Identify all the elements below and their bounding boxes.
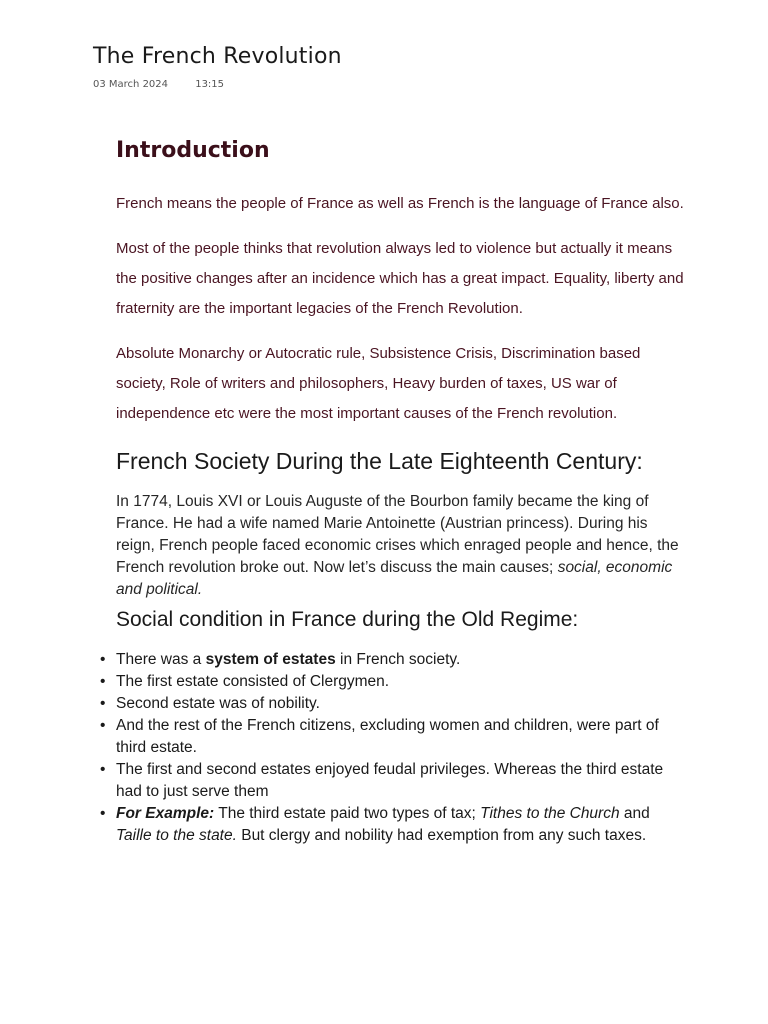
- page-meta: [93, 79, 224, 90]
- list-item: [116, 649, 686, 671]
- intro-paragraph-1: French means the people of France as well as French is the language of France also.: [116, 195, 684, 212]
- page-time: 13:15: [195, 79, 225, 90]
- item6-text2: and: [619, 805, 650, 822]
- item6-italic2: Taille to the state.: [116, 827, 237, 844]
- page-title: The French Revolution: [93, 44, 342, 69]
- item6-text3: But clergy and nobility had exemption from any such taxes.: [236, 827, 647, 844]
- item6-text1: The third estate paid two types of tax;: [214, 805, 481, 822]
- item1-bold: system of estates: [205, 651, 336, 668]
- page-date: 03 March 2024: [93, 79, 169, 90]
- list-item: • The first estate consisted of Clergymen.: [116, 671, 686, 693]
- list-item: [116, 803, 686, 847]
- list-item: • And the rest of the French citizens, excluding women and children, were part of third estate.: [116, 715, 686, 759]
- society-paragraph-text: In 1774, Louis XVI or Louis Auguste of the Bourbon family became the king of France. He had a wife named Marie Antoinette (Austrian princess). During his reign, French people faced economic crises which enraged people and hence, the French revolution broke out. Now let’s discuss the main causes;: [116, 493, 679, 576]
- estates-list: [116, 649, 686, 847]
- intro-paragraph-3: Absolute Monarchy or Autocratic rule, Subsistence Crisis, Discrimination based society, Role of writers and philosophers, Heavy burden of taxes, US war of independence etc were the most important causes of the French revolution.: [116, 345, 641, 422]
- society-paragraph: [116, 491, 686, 601]
- item6-italic1: Tithes to the Church: [480, 805, 620, 822]
- social-condition-heading: Social condition in France during the Old Regime:: [116, 608, 579, 631]
- society-paragraph-italic: social, economic and political.: [116, 559, 673, 598]
- note-content: [116, 138, 686, 847]
- item6-bold: For Example:: [116, 805, 215, 822]
- list-item: • The first and second estates enjoyed feudal privileges. Whereas the third estate had to just serve them: [116, 759, 686, 803]
- intro-paragraph-2: Most of the people thinks that revolution always led to violence but actually it means the positive changes after an incidence which has a great impact. Equality, liberty and fraternity are the important legacies of the French Revolution.: [116, 240, 684, 317]
- intro-heading: Introduction: [116, 138, 270, 163]
- item1-post: in French society.: [335, 651, 461, 668]
- society-heading: French Society During the Late Eighteenth Century:: [116, 448, 643, 474]
- item1-pre: There was a: [116, 651, 206, 668]
- list-item: • Second estate was of nobility.: [116, 693, 686, 715]
